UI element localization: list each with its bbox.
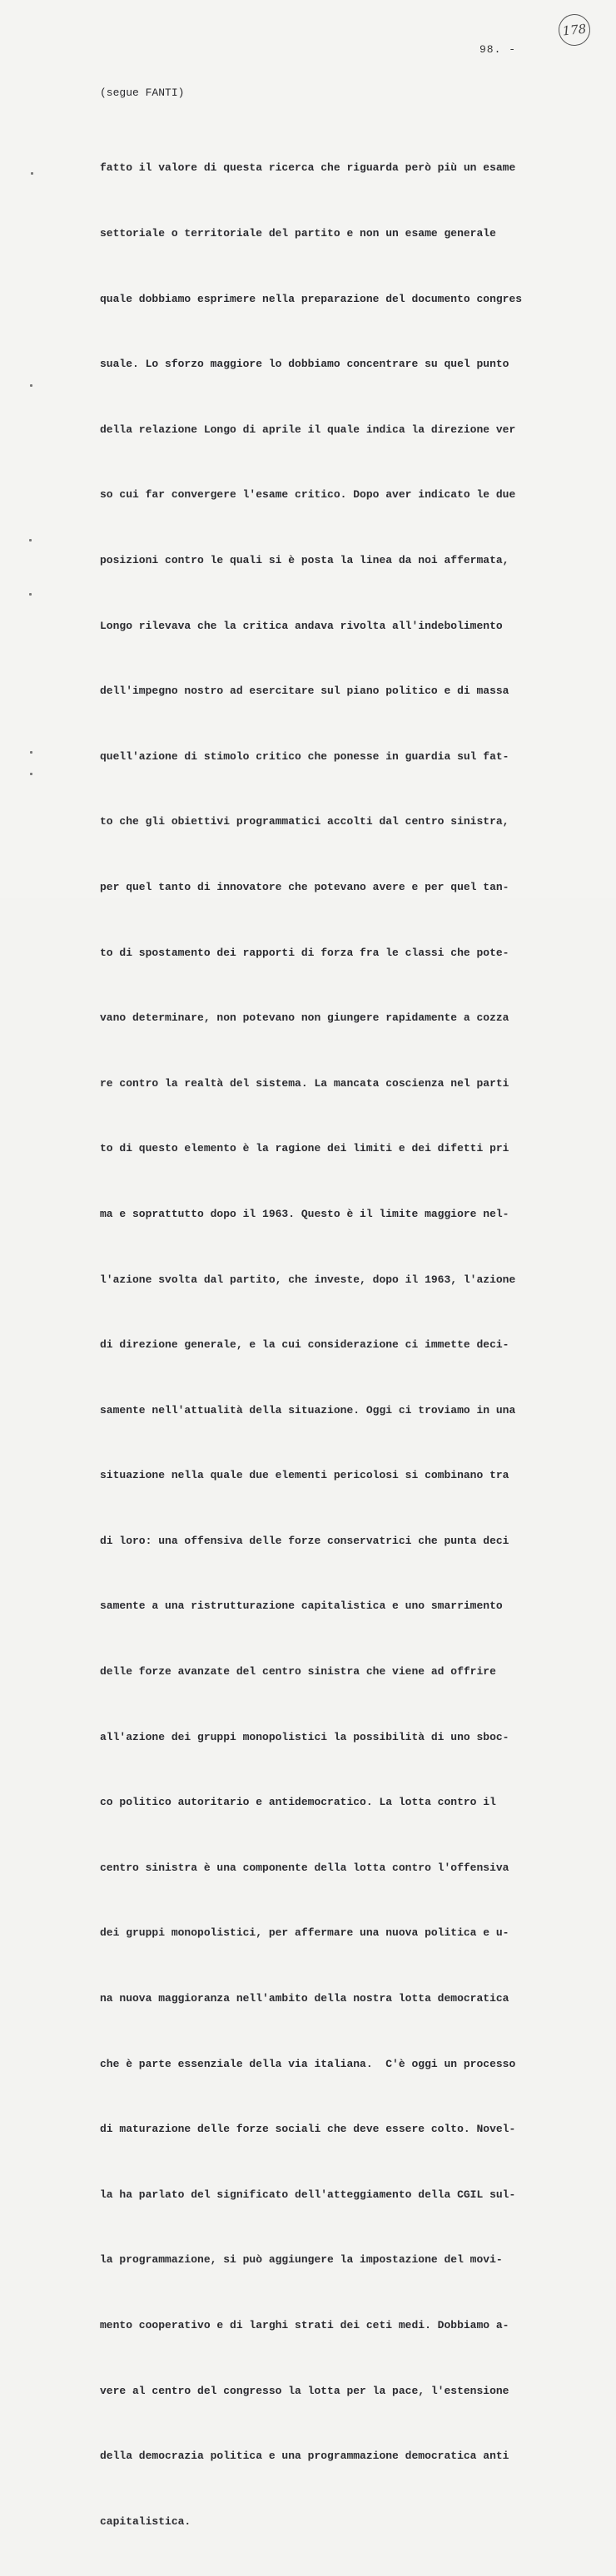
text-line: di loro: una offensiva delle forze conservatrici che punta deci	[100, 1534, 509, 1547]
text-line: suale. Lo sforzo maggiore lo dobbiamo concentrare su quel punto	[100, 358, 509, 371]
margin-mark	[30, 384, 32, 387]
text-line: to che gli obiettivi programmatici accolti dal centro sinistra,	[100, 815, 509, 828]
text-line: di direzione generale, e la cui considerazione ci immette deci-	[100, 1338, 509, 1352]
text-line: dell'impegno nostro ad esercitare sul piano politico e di massa	[100, 685, 509, 698]
text-line: so cui far convergere l'esame critico. Dopo aver indicato le due	[100, 488, 516, 502]
text-line: mento cooperativo e di larghi strati dei ceti medi. Dobbiamo a-	[100, 2319, 509, 2331]
text-line: situazione nella quale due elementi pericolosi si combinano tra	[100, 1469, 509, 1482]
text-line: samente nell'attualità della situazione. Oggi ci troviamo in una	[100, 1403, 516, 1417]
text-line: di maturazione delle forze sociali che deve essere colto. Novel-	[100, 2123, 516, 2136]
text-line: delle forze avanzate del centro sinistra che viene ad offrire	[100, 1665, 496, 1679]
speaker-heading: (segue FANTI)	[100, 87, 185, 99]
text-line: na nuova maggioranza nell'ambito della nostra lotta democratica	[100, 1992, 509, 2005]
text-line: ma e soprattutto dopo il 1963. Questo è il limite maggiore nel-	[100, 1207, 509, 1220]
text-line: posizioni contro le quali si è posta la linea da noi affermata,	[100, 553, 509, 566]
text-line: della democrazia politica e una programmazione democratica anti	[100, 2450, 509, 2463]
text-line: dei gruppi monopolistici, per affermare una nuova politica e u-	[100, 1926, 509, 1940]
text-line: co politico autoritario e antidemocratico. La lotta contro il	[100, 1796, 496, 1809]
text-line: centro sinistra è una componente della lotta contro l'offensiva	[100, 1861, 509, 1874]
margin-mark	[29, 593, 32, 596]
stamp-number: 178	[561, 21, 588, 39]
text-line: la programmazione, si può aggiungere la impostazione del movi-	[100, 2253, 503, 2267]
margin-mark	[30, 751, 32, 754]
text-line: per quel tanto di innovatore che potevano avere e per quel tan-	[100, 880, 509, 893]
text-line: la ha parlato del significato dell'atteggiamento della CGIL sul-	[100, 2188, 516, 2201]
text-line: to di spostamento dei rapporti di forza fra le classi che pote-	[100, 946, 509, 959]
margin-mark	[30, 773, 32, 775]
text-line: capitalistica.	[100, 2514, 191, 2528]
text-line: della relazione Longo di aprile il quale indica la direzione ver	[100, 423, 516, 436]
text-line: all'azione dei gruppi monopolistici la possibilità di uno sboc-	[100, 1730, 509, 1743]
text-line: l'azione svolta dal partito, che investe, dopo il 1963, l'azione	[100, 1273, 516, 1286]
text-line: che è parte essenziale della via italiana. C'è oggi un processo	[100, 2057, 516, 2070]
margin-mark	[29, 539, 32, 541]
margin-mark	[31, 172, 33, 175]
text-line: samente a una ristrutturazione capitalistica e uno smarrimento	[100, 1599, 503, 1613]
text-line: re contro la realtà del sistema. La mancata coscienza nel parti	[100, 1076, 509, 1090]
text-line: settoriale o territoriale del partito e non un esame generale	[100, 227, 496, 240]
text-line: vano determinare, non potevano non giungere rapidamente a cozza	[100, 1011, 509, 1025]
archive-stamp	[557, 12, 592, 47]
text-line: quell'azione di stimolo critico che ponesse in guardia sul fat-	[100, 749, 509, 763]
page-number: 98. -	[479, 43, 517, 56]
text-line: vere al centro del congresso la lotta per la pace, l'estensione	[100, 2384, 509, 2397]
text-line: fatto il valore di questa ricerca che riguarda però più un esame	[100, 161, 516, 175]
text-line: Longo rilevava che la critica andava rivolta all'indebolimento	[100, 619, 503, 632]
body-text	[100, 114, 574, 2576]
text-line: to di questo elemento è la ragione dei limiti e dei difetti pri	[100, 1142, 509, 1155]
text-line: quale dobbiamo esprimere nella preparazione del documento congres	[100, 292, 523, 305]
